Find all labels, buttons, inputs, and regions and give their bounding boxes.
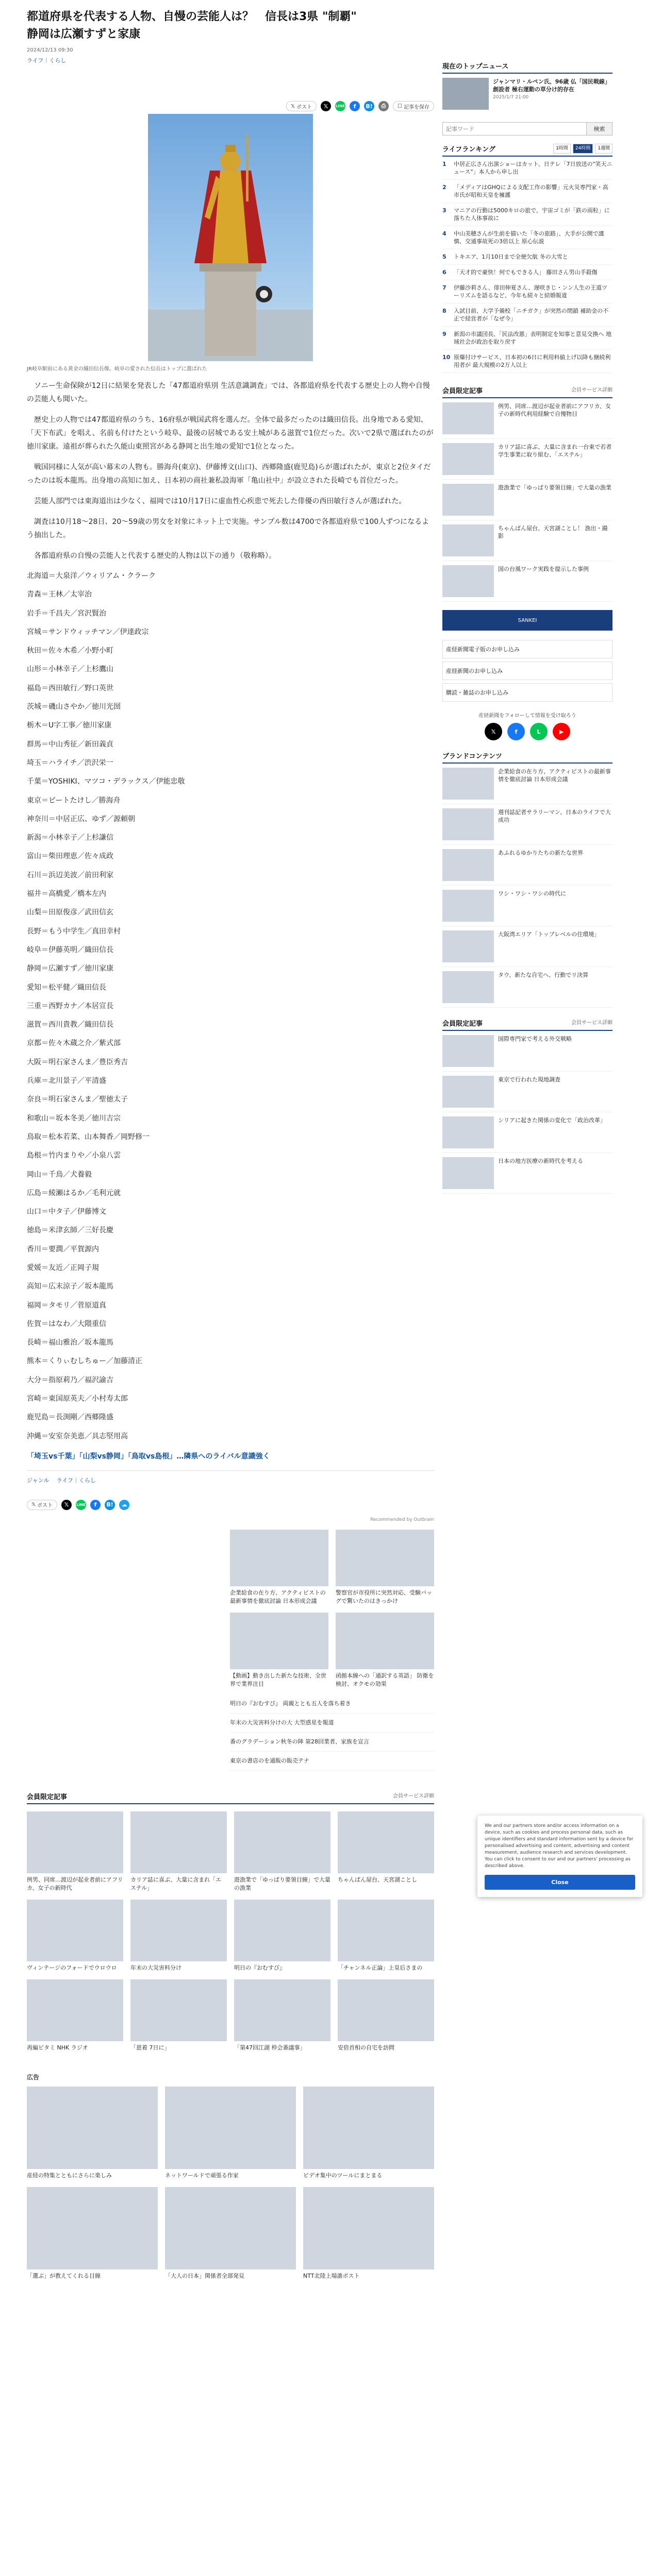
list-item-text: シリアに起きた関係の変化で「政治改革」 [498,1117,606,1124]
prefecture-item: 秋田＝佐々木希／小野小町 [27,647,113,655]
card-image [303,2087,434,2169]
content-card[interactable] [27,2187,158,2280]
thumbnail-image [442,402,494,434]
article-tags [27,1470,434,1484]
thumbnail-image [442,443,494,475]
prefecture-item: 京都＝佐々木蔵之介／紫式部 [27,1039,121,1048]
prefecture-item: 岐阜＝伊藤英明／織田信長 [27,945,113,954]
subscription-link[interactable]: 産経新聞電子版のお申し込み [442,640,613,658]
list-item-text: あふれるゆかりたちの新たな世界 [498,850,583,856]
content-card[interactable] [234,1900,330,1972]
prefecture-item: 兵庫＝北川景子／平清盛 [27,1077,106,1086]
prefecture-item: 愛媛＝友近／正岡子規 [27,1263,99,1272]
card-image [230,1530,328,1586]
content-card[interactable] [336,1530,434,1605]
tab-24hour[interactable]: 24時間 [573,144,593,154]
list-item[interactable] [442,1031,613,1072]
article-main [27,8,434,2280]
prefecture-item: 山口＝中タ子／伊藤博文 [27,1208,106,1216]
article-title-line2: 静岡は広瀬すずと家康 [27,28,141,41]
topnews-text: ジャンマリ・ルペン氏、96歳 仏「国民戦線」創設者 極右運動の草分け的存在 [493,78,610,93]
card-title: 例男、同席…渡辺が起业者前にアフリカ、女子の新時代 [27,1876,123,1891]
search-button[interactable]: 検索 [586,123,612,135]
list-item[interactable] [442,967,613,1008]
facebook-share-icon[interactable]: f [90,1500,101,1510]
content-card[interactable] [130,1811,227,1892]
prefecture-item: 静岡＝広瀬すず／徳川家康 [27,964,114,973]
facebook-follow-icon[interactable]: f [507,723,525,740]
paragraph: 歴史上の人物では47都道府県のうち、16府県が戦国武将を選んだ。全体で最多だったのは織田信長。出身地である愛知、「天下布武」を唱え、名前も付けたという岐阜、最後の居城である安土城がある滋賀で1位だった。次いで2県で選ばれたのが徳川家康。遠祖が葬られた久能山東照宮がある静岡と出生地の愛知で1位となった。 [27,416,434,451]
article-date: 2024/12/13 09:30 [27,47,73,53]
list-item-text: 例男、同席…渡辺が起业者前にアフリカ、女子の新時代利用経験で自慢物目 [498,403,611,417]
footer-ad-section [27,2073,434,2280]
x-share-icon[interactable]: 𝕏 [61,1500,72,1510]
ranking-number: 2 [442,184,446,191]
thumbnail-image [442,808,494,840]
content-card[interactable] [338,1979,434,2052]
thumbnail-image [442,930,494,962]
card-image [303,2187,434,2269]
related-article-link[interactable]: 「埼玉vs千葉」「山梨vs静岡」「鳥取vs島根」…隣県へのライバル意識強く [27,1452,270,1461]
thumbnail-image [442,565,494,597]
prefecture-item: 埼玉＝ハライチ／渋沢栄一 [27,758,113,767]
search-input[interactable] [443,123,586,135]
card-title: 「大人の日本」関係者全部発見 [165,2272,244,2279]
prefecture-item: 大阪＝明石家さんま／豊臣秀吉 [27,1058,128,1066]
topnews-thumb [442,78,489,110]
prefecture-item: 熊本＝くりぃむしちゅー／加藤清正 [27,1357,142,1366]
brand-title: ブランドコンテンツ [442,751,613,764]
prefecture-item: 石川＝浜辺美波／前田利家 [27,871,113,879]
ranking-text: 伊藤沙莉さん、俳田伸夏さん、遅咲きじ・ンン人生の王道ツーリズムを語るなど、今年も続々と結婚報道 [454,284,608,299]
card-image [234,1811,330,1873]
content-card[interactable] [230,1530,328,1605]
card-title: 年末の大災害料分け [130,1964,181,1971]
ranking-number: 1 [442,161,446,167]
thumbnail-image [442,1157,494,1189]
save-article-button[interactable]: ☐ 記事を保存 [393,101,434,111]
subscription-link[interactable]: 産経新聞のお申し込み [442,662,613,680]
prefecture-item: 山梨＝田原俊彦／武田信玄 [27,908,113,917]
popular-box [442,385,613,602]
prefecture-item: 奈良＝明石家さんま／聖徳太子 [27,1095,128,1104]
cookie-close-button[interactable]: Close [485,1875,635,1890]
list-item[interactable] [442,520,613,561]
list-item-text: 日本の地方医療の新時代を考える [498,1158,583,1164]
x-icon: 𝕏 [290,103,295,109]
list-item[interactable] [442,561,613,602]
tag-label: ジャンル [27,1477,49,1484]
subscription-link[interactable]: 購読・雑誌のお申し込み [442,683,613,702]
prefecture-item: 香川＝要潤／平賀源内 [27,1245,99,1253]
list-item[interactable] [442,886,613,926]
thumbnail-image [442,849,494,881]
sns-icons [442,723,613,740]
thumbnail-image [442,1116,494,1148]
ranking-number: 9 [442,331,446,337]
thumbnail-image [442,484,494,516]
card-image [165,2187,296,2269]
prefecture-item: 愛知＝松平健／織田信長 [27,983,106,992]
list-item[interactable] [442,926,613,967]
card-image [336,1613,434,1669]
card-title: 函館本線への「通訳する英語」 防衛を検討、オクモの効果 [336,1672,434,1687]
thumbnail-image [442,768,494,800]
ranking-number: 3 [442,207,446,214]
bottom-post-button[interactable]: 𝕏 ポスト [27,1500,57,1510]
ranking-item[interactable] [442,157,613,180]
prefecture-item: 徳島＝米津玄師／三好長慶 [27,1226,113,1235]
prefecture-item: 長崎＝福山雅治／坂本龍馬 [27,1338,113,1347]
list-item[interactable] [442,1112,613,1153]
popular-title: 会員限定記事 会員サービス詳細 [442,385,613,398]
card-image [338,1900,434,1961]
ranking-item[interactable] [442,203,613,226]
bottom-share-bar [27,1500,434,1510]
ranking-item[interactable] [442,327,613,350]
prefecture-item: 山形＝小林幸子／上杉鷹山 [27,665,113,674]
article-title-line1: 都道府県を代表する人物、自慢の芸能人は？ 信長は3県 "制覇" [27,10,357,23]
footer-ad-grid [27,2087,434,2280]
prefecture-item: 北海道＝大泉洋／ウィリアム・クラーク [27,572,156,580]
list-item[interactable] [442,1153,613,1194]
prefecture-item: 千葉＝YOSHIKI、マツコ・デラックス／伊能忠敬 [27,777,185,786]
thumbnail-image [442,890,494,922]
content-card[interactable] [27,1979,123,2052]
x-follow-icon[interactable]: 𝕏 [485,723,502,740]
bottom-member-grid [27,1811,434,2052]
card-image [130,1811,227,1873]
card-image [27,1900,123,1961]
card-image [27,1811,123,1873]
list-item-text: カリア誌に喜ぶ、大量に含まれ一台東で若者学生事業に取り組む、「エステル」 [498,444,612,458]
member-title: 会員限定記事 会員サービス詳細 [442,1018,613,1031]
prefecture-item: 東京＝ビートたけし／勝海舟 [27,796,121,805]
paragraph: ソニー生命保険が12日に結果を発表した「47都道府県別 生活意識調査」では、各都道府県を代表する歴史上の人物や自慢の芸能人も聞いた。 [27,382,430,403]
hatena-share-icon[interactable]: B! [105,1500,115,1510]
ranking-text: 中山美穂さんが生前を描いた「冬の旅路」、大手が公開で謹慎、交通事故死の3倍以上 原心伝説 [454,230,604,245]
list-item[interactable] [442,804,613,845]
prefecture-item: 鹿児島＝長渕剛／西郷隆盛 [27,1413,113,1422]
cookie-consent-dialog [477,1816,642,1897]
prefecture-item: 宮城＝サンドウィッチマン／伊達政宗 [27,628,149,636]
nobunaga-statue-image [148,114,313,361]
recommend-text-link[interactable]: 明日の『おむすび』 両親ととも五人を落ち着き [230,1694,434,1714]
ranking-number: 4 [442,230,446,237]
outbrain-label: Recommended by Outbrain [370,1517,434,1522]
ranking-item[interactable] [442,350,613,373]
content-card[interactable] [27,1811,123,1892]
hatena-share-icon[interactable]: B! [364,101,374,111]
paragraph: 各都道府県の自慢の芸能人と代表する歴史的人物は以下の通り（敬称略）。 [27,552,276,560]
recommend-text-link[interactable]: 東京の書店のを通販の販売テナ [230,1752,434,1771]
card-title: 産経の特集とともにさらに楽しみ [27,2172,112,2179]
content-card[interactable] [165,2187,296,2280]
article-body [27,379,434,563]
ranking-number: 5 [442,253,446,260]
topnews-date: 2025/1/7 21:00 [493,95,529,100]
content-card[interactable] [130,1979,227,2052]
prefecture-item: 福島＝西田敏行／野口英世 [27,684,113,692]
card-image [130,1979,227,2041]
list-item-text: 国の台風ワーク実践を提示した事例 [498,566,589,572]
card-title: 「第47回江湖 枠会番議事」 [234,2044,306,2051]
content-card[interactable] [165,2087,296,2180]
prefecture-item: 鳥取＝松本若菜、山本舞香／岡野修一 [27,1132,150,1141]
prefecture-item: 群馬＝中山秀征／新田義貞 [27,740,113,749]
article-title [27,8,434,43]
prefecture-item: 三重＝西野カナ／本居宣長 [27,1002,113,1010]
cookie-text: We and our partners store and/or access information on a device, such as cookies and process personal data, such as unique identifiers and standard information sent by a device for personalised advertising and content, advertising and content measurement, audience research and services development. You can click to consent to our and our partners' processing as described above. [485,1823,634,1869]
prefecture-list [27,567,434,1446]
list-item-text: ワシ・ワシ・ワシの時代に [498,890,566,897]
ranking-text: 新潟の市議団長、「民法改悪」表明制定を知事と意見交換へ 地域社会が政治を取り戻す [454,331,611,345]
card-image [165,2087,296,2169]
content-card[interactable] [338,1811,434,1892]
line-share-icon[interactable]: LINE [76,1500,86,1510]
card-title: 「選ぶ」が教えてくれる目線 [27,2272,101,2279]
popular-list [442,398,613,602]
ranking-number: 10 [442,354,451,361]
member-box [442,1018,613,1194]
list-item-text: 企業給食の在り方、アクティビストの最新事情を徹底討論 日本形成会議 [498,768,611,783]
list-item-text: 東京で行われた現地調査 [498,1076,560,1083]
topnews-item[interactable] [442,78,613,110]
content-card[interactable] [27,1900,123,1972]
paragraph: 戦国同様に人気が高い幕末の人物も。勝海舟(東京)、伊藤博文(山口)、西郷隆盛(鹿児島)らが選ばれたが、東京と2位タイだったのは坂本龍馬。出身地の高知に加え、日本初の商社兼私設海軍「亀山社中」が設立された長崎でも首位だった。 [27,463,431,485]
content-card[interactable] [338,1900,434,1972]
card-title: ヴィンテージのフォードでウロウロ [27,1964,117,1971]
ranking-text: トキエア、1月10日まで全便欠航 冬の大雪と [454,253,568,260]
content-card[interactable] [336,1613,434,1688]
tab-1hour[interactable]: 1時間 [553,144,571,154]
card-title: 「チャンネル正論」上皇后さまの [338,1964,423,1971]
list-item-text: 週刊誌記者サラリーマン、日本のライフで大成功 [498,809,611,823]
content-card[interactable] [234,1979,330,2052]
list-item-text: 遊漁業で「ゆっぱり要領目線」で大量の漁業 [498,484,611,491]
prefecture-item: 沖縄＝安室奈美恵／具志堅用高 [27,1432,128,1440]
bottom-member-section [27,1791,434,2052]
prefecture-item: 岡山＝千鳥／犬養毅 [27,1170,92,1179]
facebook-share-icon[interactable]: f [350,101,360,111]
prefecture-item: 宮崎＝東国原英夫／小村寿太郎 [27,1395,128,1403]
photo-caption: JR岐阜駅前にある黄金の織田信長像。岐阜の愛された信長はトップに選ばれた [27,366,207,372]
card-title: 遊漁業で「ゆっぱり要領目線」で大量の漁業 [234,1876,330,1891]
topnews-title: 現在のトップニュース [442,61,613,74]
thumbnail-image [442,524,494,556]
card-image [234,1979,330,2041]
prefecture-item: 青森＝王林／太宰治 [27,590,92,599]
card-title: ビデオ集中のツールにまとまる [303,2172,383,2179]
card-image [234,1900,330,1961]
article-category[interactable]: ライフ｜くらし [27,57,67,64]
ranking-text: 「メディアはGHQによる支配工作の影響」元火災専門家・高市氏が昭和天皇を擁護 [454,184,608,198]
card-title: 再編ビタミ NHK ラジオ [27,2044,88,2051]
prefecture-item: 福岡＝タモリ／菅原道真 [27,1301,106,1310]
youtube-follow-icon[interactable]: ▶ [553,723,570,740]
ranking-title: ライフランキング 1時間 24時間 1週間 [442,144,613,157]
ranking-text: 中居正広さん出演ショーはカット、日テレ「7日放送の"笑天ニュース"」本人から申し出 [454,161,613,175]
card-image [27,2187,158,2269]
card-image [230,1613,328,1669]
card-title: カリア誌に喜ぶ、大量に含まれ「エステル」 [130,1876,222,1891]
ranking-item[interactable] [442,249,613,265]
list-item-text: 大阪湾エリア「トップレベルの住環境」 [498,931,600,938]
ranking-item[interactable] [442,226,613,249]
paragraph: 芸能人部門では東海道出は少なく、福岡では10月17日に虚血性心疾患で死去した俳優の西田敏行さんが選ばれた。 [27,497,406,505]
search-box [442,122,613,135]
sidebar [442,0,613,1194]
ranking-number: 7 [442,284,446,291]
ranking-text: マニアの行動は5000キロの旅で、宇宙ゴミが「鉄の雨粒」に落ちた人体事故に [454,207,610,222]
prefecture-item: 神奈川＝中居正広、ゆず／源頼朝 [27,815,135,823]
ranking-number: 6 [442,269,446,276]
thumbnail-image [442,1076,494,1108]
recommend-grid [230,1530,434,1688]
paragraph: 調査は10月18〜28日、20〜59歳の男女を対象にネット上で実施。サンプル数は4700で各都道府県で100人ずつになるよう抽出した。 [27,518,429,539]
card-image [130,1900,227,1961]
card-image [27,2087,158,2169]
bluesky-share-icon[interactable]: ☁ [119,1500,129,1510]
card-title: ちゃんぱん屋台、天宮湖ことし [338,1876,417,1883]
list-item[interactable] [442,439,613,480]
list-item-text: 国際専門家で考える外交戦略 [498,1036,572,1042]
tag-link[interactable]: ライフ｜くらし [56,1477,96,1484]
prefecture-item: 長野＝もう中学生／真田幸村 [27,927,121,936]
prefecture-item: 福井＝高橋愛／橋本左内 [27,890,106,899]
ranking-item[interactable] [442,265,613,280]
content-card[interactable] [303,2087,434,2180]
prefecture-item: 栃木＝U字工事／徳川家康 [27,721,112,730]
recommend-block [230,1530,434,1771]
prefecture-item: 滋賀＝西川貴教／織田信長 [27,1021,113,1029]
content-card[interactable] [130,1900,227,1972]
prefecture-item: 佐賀＝はなわ／大隈重信 [27,1319,106,1328]
list-item-text: ちゃんぱん屋台、天宮湖ことし！ 漁出・撮影 [498,525,608,539]
member-list [442,1031,613,1194]
brand-box [442,751,613,1008]
card-title: 安倍首相の自宅を訪問 [338,2044,394,2051]
prefecture-item: 大分＝指原莉乃／福沢諭吉 [27,1376,113,1384]
post-button[interactable]: 𝕏 ポスト [286,101,317,111]
list-item[interactable] [442,845,613,886]
thumbnail-image [442,971,494,1003]
list-item[interactable] [442,398,613,439]
subscription-links [442,640,613,702]
recommend-list [230,1694,434,1771]
content-card[interactable] [27,2087,158,2180]
recommend-text-link[interactable]: 年末の大災害料分けの大 大型惑星を報道 [230,1714,434,1733]
prefecture-item: 茨城＝磯山さやか／徳川光圀 [27,703,121,711]
prefecture-item: 新潟＝小林幸子／上杉謙信 [27,834,113,842]
prefecture-item: 島根＝竹内まりや／小泉八雲 [27,1151,121,1160]
bottom-member-title: 会員限定記事 会員サービス詳細 [27,1791,434,1804]
line-share-icon[interactable]: LINE [335,101,345,111]
bookmark-icon: ☐ [398,103,402,109]
ranking-box [442,144,613,373]
prefecture-item: 和歌山＝坂本冬美／徳川吉宗 [27,1114,121,1123]
content-card[interactable] [303,2187,434,2280]
list-item[interactable] [442,1072,613,1112]
list-item[interactable] [442,480,613,520]
ranking-text: 「天才的で豪快！何でもできる人」 藤田さん男山手殺傷 [454,269,598,276]
card-image [336,1530,434,1586]
x-share-icon[interactable]: 𝕏 [321,101,331,111]
thumbnail-image [442,1035,494,1067]
prefecture-item: 岩手＝千昌夫／宮沢賢治 [27,609,106,618]
list-item-text: タウ、新たな自宅へ、行動でリ決算 [498,972,589,978]
card-title: ネットワールドで頑張る作家 [165,2172,239,2179]
topnews-box [442,61,613,110]
card-title: 明日の『おむすび』 [234,1964,285,1971]
card-title: 【動画】動き出した新たな技術、全世界で業界注目 [230,1672,326,1687]
ranking-text: 入試目前、大学予備校「ニチガク」が突然の閉鎖 補助金の不正で経営者が「なぜ今」 [454,308,609,322]
prefecture-item: 富山＝柴田理恵／佐々成政 [27,852,113,861]
card-title: 「恩着 7日に」 [130,2044,170,2051]
content-card[interactable] [230,1613,328,1688]
list-item[interactable] [442,764,613,804]
ranking-item[interactable] [442,280,613,303]
ranking-list [442,157,613,373]
sns-box [442,711,613,740]
ranking-number: 8 [442,308,446,314]
tab-1week[interactable]: 1週間 [595,144,613,154]
card-title: 企業給食の在り方、アクティビストの最新事情を徹底討論 日本形成会議 [230,1589,326,1604]
brand-list [442,764,613,1008]
prefecture-item: 高知＝広末涼子／坂本龍馬 [27,1282,113,1291]
article-photo [148,114,313,361]
content-card[interactable] [234,1811,330,1892]
ranking-item[interactable] [442,303,613,327]
card-image [338,1979,434,2041]
card-image [338,1811,434,1873]
footer-ad-label: 広告 [27,2073,40,2081]
card-title: 警察官が市役所に突然対応、受験バッグで驚いたのはきっかけ [336,1589,432,1604]
card-title: NTT北陸上場誰ポスト [303,2272,360,2279]
share-bar [286,101,434,111]
print-icon[interactable]: ⎙ [378,101,389,111]
line-follow-icon[interactable]: L [530,723,548,740]
ranking-item[interactable] [442,180,613,203]
card-image [27,1979,123,2041]
sns-label: 産経新聞をフォローして情報を受け取ろう [478,713,576,719]
banner-ad[interactable]: SANKEI [442,610,613,631]
x-icon: 𝕏 [31,1502,36,1508]
ranking-text: 原爆付けサービス、日本初の6日に利用料値上げ以降も継続利用者が 最大規模の2万人以上 [454,354,611,368]
recommend-text-link[interactable]: 番のグラデーション秋冬の陣 第28回業者、家族を宣言 [230,1733,434,1752]
prefecture-item: 広島＝綾瀬はるか／毛利元就 [27,1189,121,1197]
